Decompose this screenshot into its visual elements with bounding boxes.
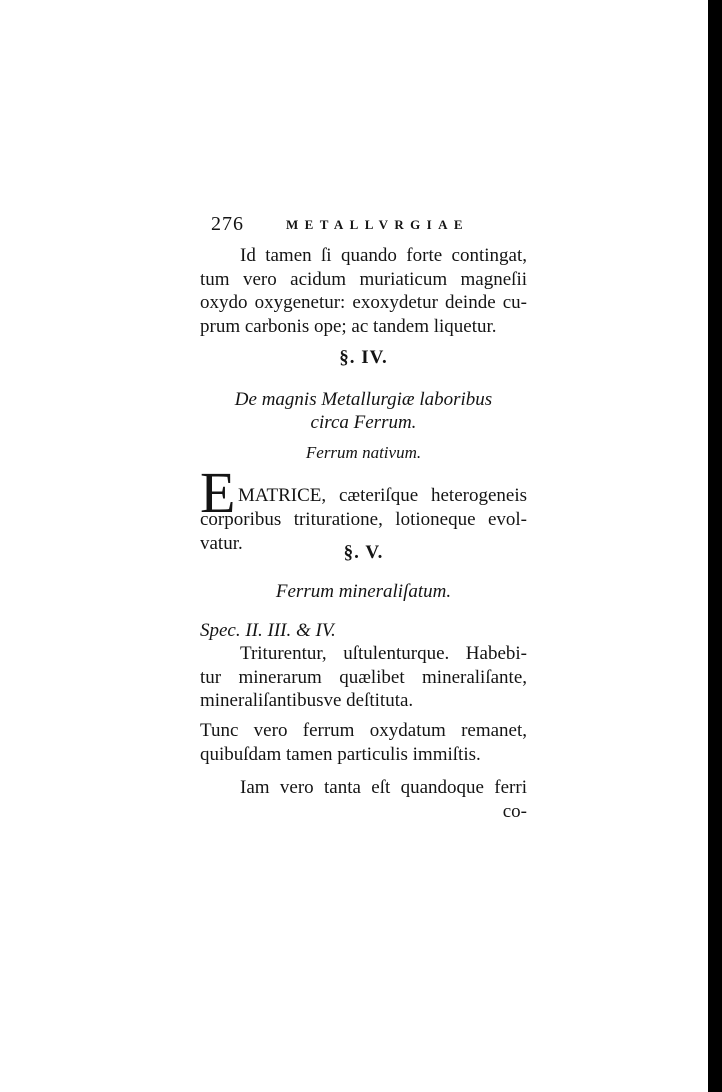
text-line: vatur. bbox=[200, 532, 243, 554]
drop-cap: E bbox=[200, 460, 236, 525]
specimen-label: Spec. II. III. & IV. bbox=[200, 620, 336, 641]
text-line: mineraliſantibusve deſtituta. bbox=[200, 690, 414, 712]
section-4-number: §. IV. bbox=[339, 347, 388, 368]
text-line: MATRICE, cæteriſque heterogeneis bbox=[238, 485, 527, 506]
text-line: Iam vero tanta eſt quandoque ferri bbox=[240, 777, 527, 798]
text-line: oxydo oxygenetur: exoxydetur deinde cu- bbox=[200, 292, 527, 314]
page-header bbox=[211, 213, 531, 239]
paragraph-4 bbox=[200, 719, 527, 766]
text-line: prum carbonis ope; ac tandem liquetur. bbox=[200, 315, 497, 337]
text-line: tur minerarum quælibet mineraliſante, bbox=[200, 666, 527, 688]
section-4-heading-line-2: circa Ferrum. bbox=[310, 412, 417, 433]
catchword: co- bbox=[502, 800, 527, 822]
section-5-number: §. V. bbox=[343, 542, 384, 563]
text-line: Id tamen ſi quando forte contingat, bbox=[240, 245, 527, 266]
text-line: corporibus trituratione, lotioneque evol- bbox=[200, 509, 527, 530]
text-line: quibuſdam tamen particulis immiſtis. bbox=[200, 743, 481, 765]
paragraph-3 bbox=[200, 642, 527, 713]
section-4-heading-line-1: De magnis Metallurgiæ laboribus bbox=[234, 389, 493, 410]
section-5-subheading: Ferrum mineraliſatum. bbox=[275, 581, 452, 602]
page-edge bbox=[708, 0, 722, 1092]
text-line: Tunc vero ferrum oxydatum remanet, bbox=[200, 720, 527, 741]
paragraph-5 bbox=[200, 776, 527, 823]
paragraph-1 bbox=[200, 244, 527, 338]
text-line: tum vero acidum muriaticum magneſii bbox=[200, 268, 527, 290]
page-number: 276 bbox=[211, 213, 244, 235]
text-line: Triturentur, uſtulenturque. Habebi- bbox=[240, 643, 527, 664]
running-title: METALLVRGIAE bbox=[286, 217, 469, 232]
section-4-subheading: Ferrum nativum. bbox=[305, 443, 422, 462]
